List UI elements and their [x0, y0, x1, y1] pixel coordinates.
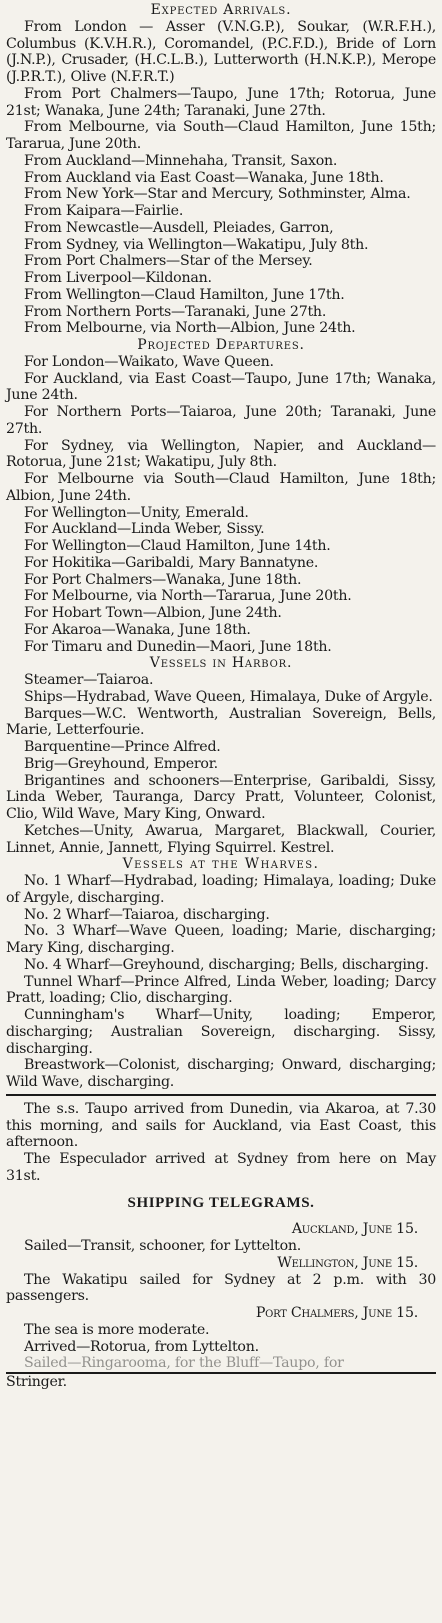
news-paragraph: The Especulador arrived at Sydney from here on May 31st.	[6, 1151, 436, 1184]
arrival-line: From Auckland—Minnehaha, Transit, Saxon.	[24, 152, 338, 169]
arrival-line: From Newcastle—Ausdell, Pleiades, Garron,	[24, 219, 334, 236]
harbor-line: Brig—Greyhound, Emperor.	[24, 755, 218, 772]
harbor-line: Barques—W.C. Wentworth, Australian Sovereign, Bells, Marie, Letterfourie.	[6, 705, 436, 739]
arrival-line: From Melbourne, via North—Albion, June 24th.	[24, 320, 356, 337]
section-divider	[6, 1094, 436, 1096]
arrival-line: From Liverpool—Kildonan.	[24, 270, 212, 286]
departure-line: For Sydney, via Wellington, Napier, and Auckland—Rotorua, June 21st; Wakatipu, July 8th.	[6, 437, 436, 471]
auckland-dateline: Auckland, June 15.	[291, 1221, 418, 1238]
wellington-dateline: Wellington, June 15.	[277, 1254, 418, 1271]
harbor-line: Brigantines and schooners—Enterprise, Garibaldi, Sissy, Linda Weber, Tauranga, Darcy Pratt, Volunteer, Colonist, Clio, Wild Wave, Mary King, Onward.	[6, 772, 436, 822]
departure-line: For Auckland, via East Coast—Taupo, June 17th; Wanaka, June 24th.	[6, 370, 436, 404]
arrival-line: From Kaipara—Fairlie.	[24, 203, 184, 219]
departure-line: For Hobart Town—Albion, June 24th.	[24, 605, 282, 621]
departure-line: For Wellington—Claud Hamilton, June 14th.	[24, 538, 331, 554]
departure-line: For Hokitika—Garibaldi, Mary Bannatyne.	[24, 554, 319, 571]
news-paragraph: The s.s. Taupo arrived from Dunedin, via Akaroa, at 7.30 this morning, and sails for Auckland, via East Coast, this afternoon.	[6, 1100, 436, 1151]
departure-line: For Port Chalmers—Wanaka, June 18th.	[24, 571, 302, 588]
harbor-line: Ships—Hydrabad, Wave Queen, Himalaya, Duke of Argyle.	[24, 688, 433, 705]
harbor-line: Barquentine—Prince Alfred.	[24, 739, 221, 755]
departure-line: For London—Waikato, Wave Queen.	[24, 353, 274, 370]
wharf-line: Breastwork—Colonist, discharging; Onward, discharging; Wild Wave, discharging.	[6, 1057, 436, 1090]
arrival-line: From Sydney, via Wellington—Wakatipu, July 8th.	[24, 236, 369, 253]
telegram-text: Sailed—Transit, schooner, for Lyttelton.	[24, 1238, 302, 1254]
vessels-in-harbor-heading: Vessels in Harbor.	[149, 655, 293, 672]
shipping-telegrams-heading: SHIPPING TELEGRAMS.	[127, 1194, 315, 1211]
arrival-line: From Northern Ports—Taranaki, June 27th.	[24, 303, 327, 320]
wharf-line: No. 2 Wharf—Taiaroa, discharging.	[24, 906, 270, 923]
arrival-line: From London — Asser (V.N.G.P.), Soukar, (W.R.F.H.), Columbus (K.V.H.R.), Coromandel, (P.C.F.D.), Bride of Lorn (J.N.P.), Crusader, (H.C.L.B.), Lutterworth (H.N.K.P.), Merope (J.P.R.T.), Olive (N.F.R.T.)	[6, 18, 436, 85]
departure-line: For Wellington—Unity, Emerald.	[24, 504, 249, 521]
departure-line: For Auckland—Linda Weber, Sissy.	[24, 521, 265, 538]
wharf-line: Tunnel Wharf—Prince Alfred, Linda Weber, loading; Darcy Pratt, loading; Clio, discharging.	[6, 973, 436, 1007]
telegram-text-cut: Sailed—Ringarooma, for the Bluff—Taupo, for	[24, 1355, 344, 1372]
expected-arrivals-heading: Expected Arrivals.	[150, 2, 292, 18]
telegram-text: The Wakatipu sailed for Sydney at 2 p.m. with 30 passengers.	[6, 1271, 436, 1305]
wharf-line: No. 1 Wharf—Hydrabad, loading; Himalaya, loading; Duke of Argyle, discharging.	[6, 873, 436, 906]
arrival-line: From Melbourne, via South—Claud Hamilton, June 15th; Tararua, June 20th.	[6, 119, 436, 152]
telegram-text: Arrived—Rotorua, from Lyttelton.	[24, 1338, 259, 1355]
projected-departures-heading: Projected Departures.	[137, 337, 305, 353]
arrival-line: From New York—Star and Mercury, Sothminster, Alma.	[24, 186, 411, 203]
wharf-line: Cunningham's Wharf—Unity, loading; Emperor, discharging; Australian Sovereign, discharging. Sissy, discharging.	[6, 1007, 436, 1057]
telegram-text: The sea is more moderate.	[24, 1321, 210, 1338]
trailing-text: Stringer.	[6, 1374, 67, 1390]
vessels-at-wharves-heading: Vessels at the Wharves.	[122, 856, 320, 873]
arrival-line: From Wellington—Claud Hamilton, June 17th.	[24, 286, 345, 303]
newspaper-column	[6, 0, 436, 1391]
arrival-line: From Port Chalmers—Star of the Mersey.	[24, 253, 313, 270]
departure-line: For Akaroa—Wanaka, June 18th.	[24, 621, 251, 638]
departure-line: For Timaru and Dunedin—Maori, June 18th.	[24, 638, 332, 655]
arrival-line: From Auckland via East Coast—Wanaka, June 18th.	[24, 169, 384, 186]
port-chalmers-dateline: Port Chalmers, June 15.	[255, 1305, 418, 1321]
departure-line: For Northern Ports—Taiaroa, June 20th; Taranaki, June 27th.	[6, 404, 436, 437]
arrival-line: From Port Chalmers—Taupo, June 17th; Rotorua, June 21st; Wanaka, June 24th; Taranaki, June 27th.	[6, 85, 436, 119]
harbor-line: Ketches—Unity, Awarua, Margaret, Blackwall, Courier, Linnet, Annie, Jannett, Flying Squirrel. Kestrel.	[6, 822, 436, 856]
harbor-line: Steamer—Taiaroa.	[24, 672, 154, 688]
wharf-line: No. 3 Wharf—Wave Queen, loading; Marie, discharging; Mary King, discharging.	[6, 923, 436, 956]
departure-line: For Melbourne via South—Claud Hamilton, June 18th; Albion, June 24th.	[6, 471, 436, 504]
departure-line: For Melbourne, via North—Tararua, June 20th.	[24, 588, 352, 605]
wharf-line: No. 4 Wharf—Greyhound, discharging; Bells, discharging.	[24, 956, 429, 973]
